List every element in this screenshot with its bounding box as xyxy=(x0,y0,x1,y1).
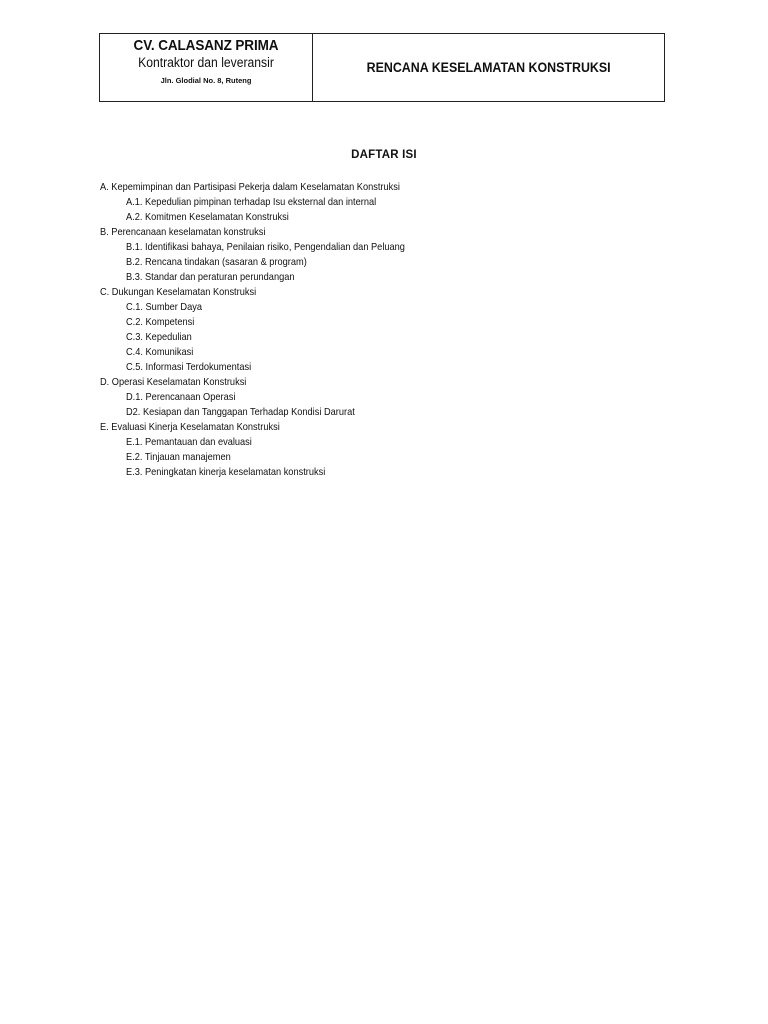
company-address: Jln. Glodial No. 8, Ruteng xyxy=(160,76,252,85)
toc-subsection-item: D2. Kesiapan dan Tanggapan Terhadap Kondisi Darurat xyxy=(126,406,355,418)
toc-section-item: C. Dukungan Keselamatan Konstruksi xyxy=(100,286,257,298)
toc-subsection-item: E.2. Tinjauan manajemen xyxy=(126,451,231,463)
toc-subsection-item: B.3. Standar dan peraturan perundangan xyxy=(126,271,295,283)
document-title: RENCANA KESELAMATAN KONSTRUKSI xyxy=(366,60,611,75)
toc-subsection-item: C.5. Informasi Terdokumentasi xyxy=(126,361,252,373)
toc-subsection-item: A.2. Komitmen Keselamatan Konstruksi xyxy=(126,211,289,223)
document-header xyxy=(99,33,665,102)
company-block xyxy=(100,34,313,101)
toc-subsection-item: C.2. Kompetensi xyxy=(126,316,195,328)
toc-subsection-item: C.3. Kepedulian xyxy=(126,331,192,343)
table-of-contents xyxy=(100,180,443,480)
toc-heading: DAFTAR ISI xyxy=(351,149,417,161)
toc-subsection-item: B.1. Identifikasi bahaya, Penilaian risiko, Pengendalian dan Peluang xyxy=(126,241,405,253)
toc-subsection-item: B.2. Rencana tindakan (sasaran & program) xyxy=(126,256,307,268)
toc-subsection-item: D.1. Perencanaan Operasi xyxy=(126,391,236,403)
toc-subsection-item: A.1. Kepedulian pimpinan terhadap Isu eksternal dan internal xyxy=(126,196,377,208)
toc-section-item: D. Operasi Keselamatan Konstruksi xyxy=(100,376,247,388)
title-block xyxy=(313,34,664,101)
toc-subsection-item: E.1. Pemantauan dan evaluasi xyxy=(126,436,252,448)
toc-section-item: E. Evaluasi Kinerja Keselamatan Konstruksi xyxy=(100,421,280,433)
company-tagline: Kontraktor dan leveransir xyxy=(138,55,274,70)
company-name: CV. CALASANZ PRIMA xyxy=(133,37,279,54)
toc-subsection-item: C.1. Sumber Daya xyxy=(126,301,203,313)
toc-section-item: B. Perencanaan keselamatan konstruksi xyxy=(100,226,266,238)
toc-subsection-item: E.3. Peningkatan kinerja keselamatan konstruksi xyxy=(126,466,326,478)
toc-section-item: A. Kepemimpinan dan Partisipasi Pekerja dalam Keselamatan Konstruksi xyxy=(100,181,400,193)
toc-subsection-item: C.4. Komunikasi xyxy=(126,346,194,358)
